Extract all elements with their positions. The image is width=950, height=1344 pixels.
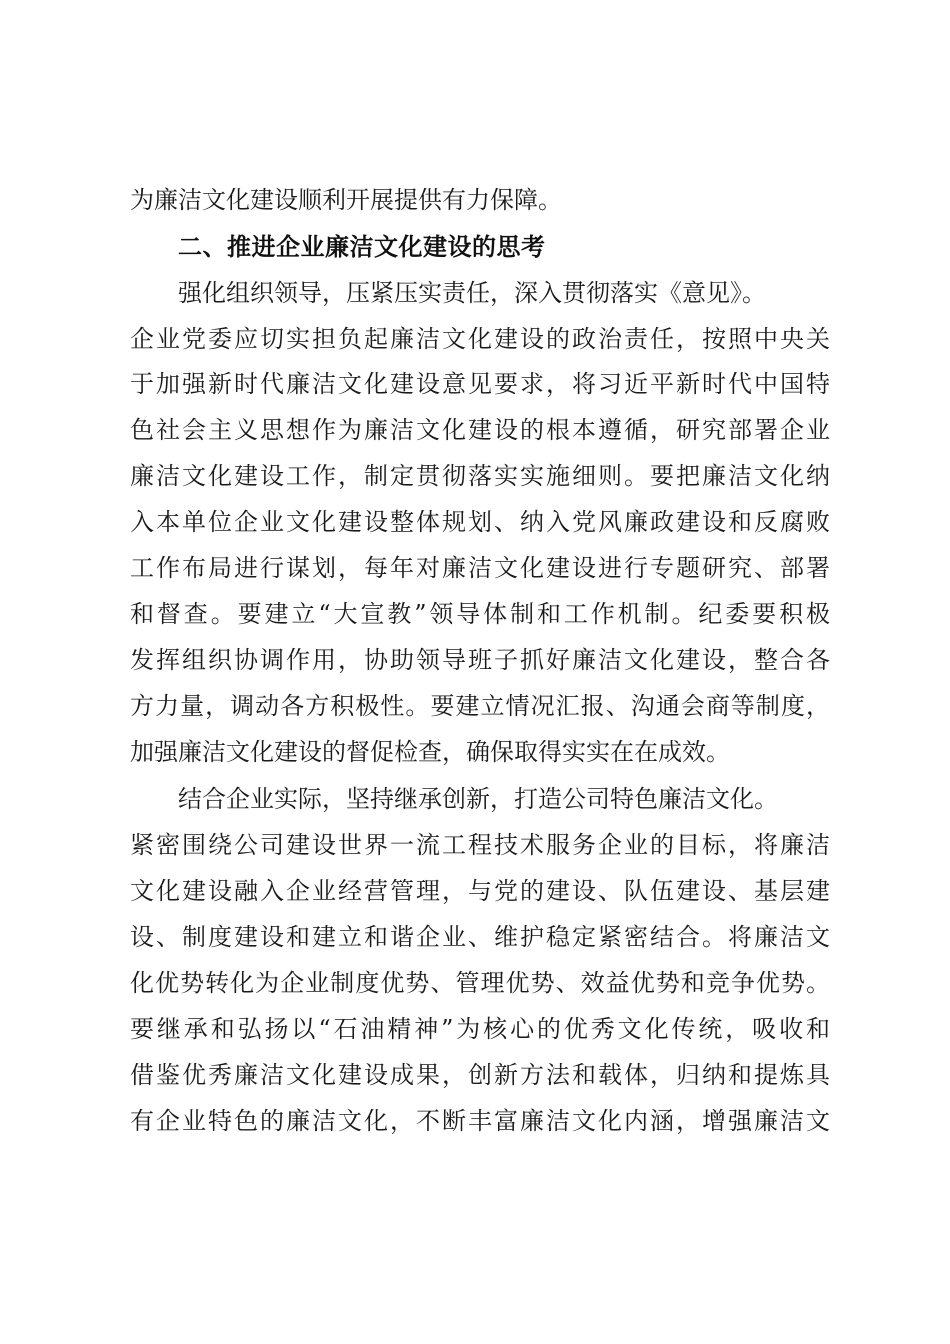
paragraph-1-line: 和督查。要建立“大宣教”领导体制和工作机制。纪委要积极 — [130, 600, 830, 628]
paragraph-1-line: 入本单位企业文化建设整体规划、纳入党风廉政建设和反腐败 — [130, 508, 830, 536]
paragraph-1-line: 企业党委应切实担负起廉洁文化建设的政治责任，按照中央关 — [130, 325, 830, 353]
paragraph-2-line: 结合企业实际，坚持继承创新，打造公司特色廉洁文化。 — [178, 785, 778, 813]
paragraph-1-line: 方力量，调动各方积极性。要建立情况汇报、沟通会商等制度， — [130, 692, 830, 720]
paragraph-1-line: 于加强新时代廉洁文化建设意见要求，将习近平新时代中国特 — [130, 370, 830, 398]
paragraph-1-line: 加强廉洁文化建设的督促检查，确保取得实实在在成效。 — [130, 738, 730, 766]
paragraph-2-line: 设、制度建设和建立和谐企业、维护稳定紧密结合。将廉洁文 — [130, 923, 830, 951]
paragraph-2-line: 借鉴优秀廉洁文化建设成果，创新方法和载体，归纳和提炼具 — [130, 1061, 830, 1089]
paragraph-1-line: 廉洁文化建设工作，制定贯彻落实实施细则。要把廉洁文化纳 — [130, 462, 830, 490]
paragraph-1-line: 发挥组织协调作用，协助领导班子抓好廉洁文化建设，整合各 — [130, 646, 830, 674]
paragraph-2-line: 要继承和弘扬以“石油精神”为核心的优秀文化传统，吸收和 — [130, 1015, 830, 1043]
section-heading: 二、推进企业廉洁文化建设的思考 — [178, 233, 546, 261]
paragraph-2-line: 有企业特色的廉洁文化，不断丰富廉洁文化内涵，增强廉洁文 — [130, 1107, 830, 1135]
paragraph-1-line: 强化组织领导，压紧压实责任，深入贯彻落实《意见》。 — [178, 279, 766, 307]
paragraph-2-line: 紧密围绕公司建设世界一流工程技术服务企业的目标，将廉洁 — [130, 831, 830, 859]
carryover-line: 为廉洁文化建设顺利开展提供有力保障。 — [130, 186, 562, 214]
paragraph-1-line: 色社会主义思想作为廉洁文化建设的根本遵循，研究部署企业 — [130, 416, 830, 444]
paragraph-1-line: 工作布局进行谋划，每年对廉洁文化建设进行专题研究、部署 — [130, 554, 830, 582]
paragraph-2-line: 化优势转化为企业制度优势、管理优势、效益优势和竞争优势。 — [130, 969, 830, 997]
paragraph-2-line: 文化建设融入企业经营管理，与党的建设、队伍建设、基层建 — [130, 877, 830, 905]
